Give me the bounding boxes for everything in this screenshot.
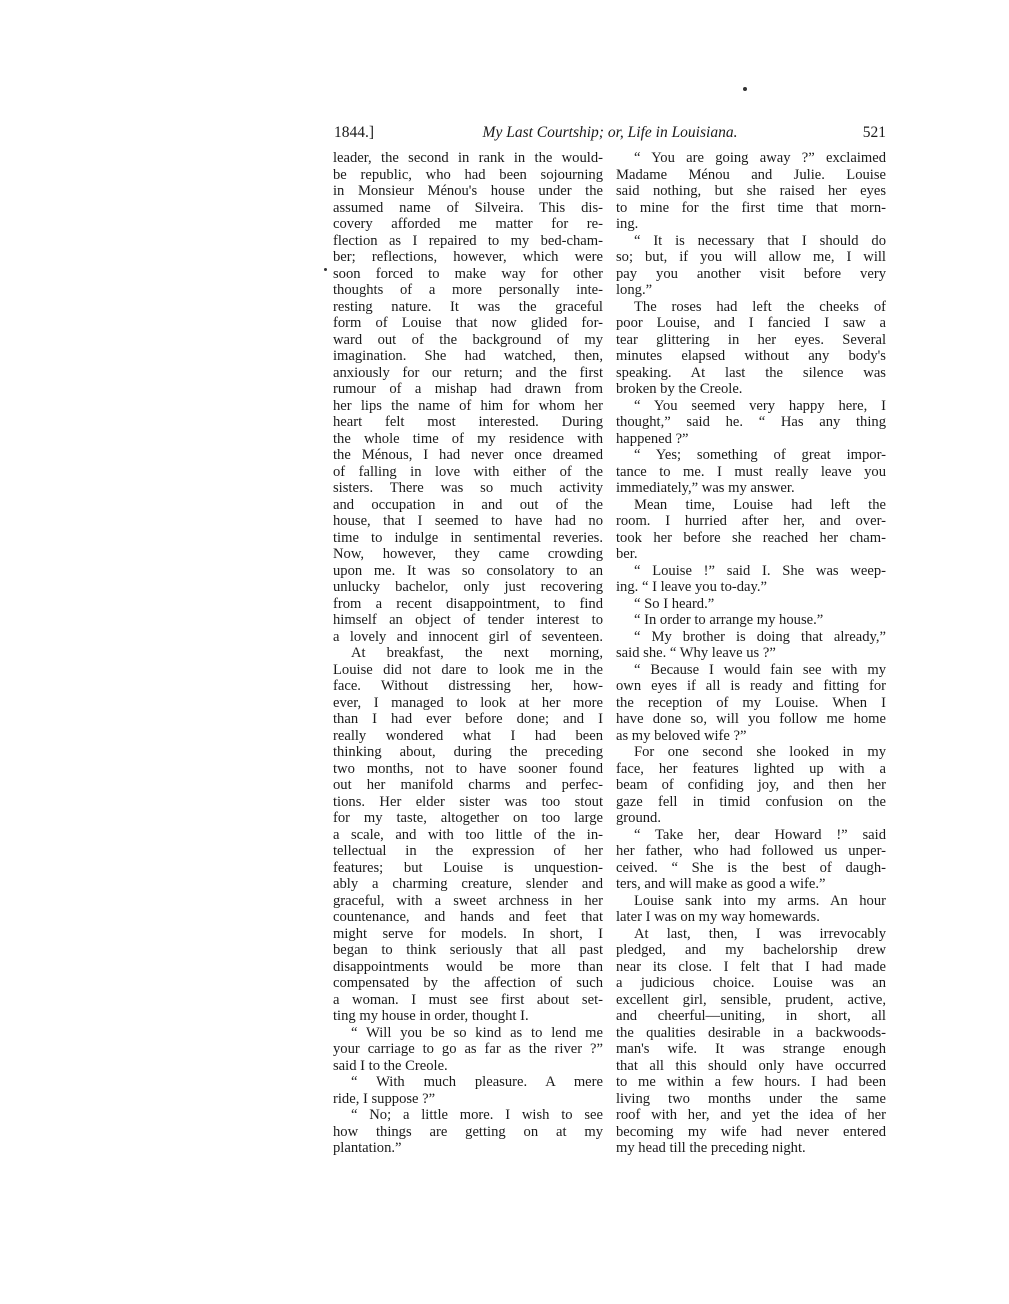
text-line: house, that I seemed to have had no — [333, 513, 603, 529]
text-line: “ Take her, dear Howard !” said — [634, 826, 886, 843]
text-line: “ It is necessary that I should do — [634, 232, 886, 249]
text-line: own eyes if all is ready and fitting for — [616, 678, 886, 694]
text-line: “ You seemed very happy here, I — [634, 397, 886, 414]
text-line: tear glittering in her eyes. Several — [616, 331, 886, 348]
text-line: tellectual in the expression of her — [333, 843, 603, 859]
text-line: her lips the name of him for whom her — [333, 397, 603, 414]
text-line: “ So I heard.” — [634, 595, 715, 612]
text-line: a woman. I must see first about set- — [333, 991, 603, 1008]
text-line: said nothing, but she raised her eyes — [616, 183, 886, 199]
text-line: tions. Her elder sister was too stout — [333, 793, 603, 810]
text-line: roof with her, and yet the idea of her — [616, 1107, 886, 1123]
text-line: began to think seriously that all past — [333, 942, 603, 958]
text-line: have done so, will you follow me home — [616, 711, 886, 727]
text-line: broken by the Creole. — [616, 381, 743, 397]
text-line: himself an object of tender interest to — [333, 612, 603, 628]
text-line: my head till the preceding night. — [616, 1140, 806, 1156]
text-line: imagination. She had watched, then, — [333, 348, 603, 364]
text-line: might serve for models. In short, I — [333, 925, 603, 942]
text-line: At last, then, I was irrevocably — [634, 925, 886, 942]
text-line: a scale, and with too little of the in- — [333, 826, 603, 843]
text-line: face, her features lighted up with a — [616, 760, 886, 777]
text-line: heart felt most interested. During — [333, 414, 603, 430]
header-title: My Last Courtship; or, Life in Louisiana. — [482, 124, 738, 141]
ink-speck — [743, 87, 747, 91]
text-line: so; but, if you will allow me, I will — [616, 249, 886, 265]
text-line: pledged, and my bachelorship drew — [616, 942, 886, 958]
text-line: that all this should only have occurred — [616, 1057, 886, 1074]
text-line: disappointments would be more than — [333, 958, 603, 975]
text-line: be republic, who had been sojourning — [333, 166, 603, 183]
text-line: “ Because I would fain see with my — [634, 661, 886, 678]
text-line: ceived. “ She is the best of daugh- — [616, 859, 886, 876]
text-line: Now, however, they came crowding — [333, 546, 603, 562]
text-line: tance to me. I must really leave you — [616, 463, 886, 480]
text-line: covery afforded me matter for re- — [333, 216, 603, 232]
text-line: anxiously for our return; and the first — [333, 364, 603, 381]
text-line: countenance, and hands and feet that — [333, 909, 603, 925]
text-line: the qualities desirable in a backwoods- — [616, 1024, 886, 1041]
text-line: in Monsieur Ménou's house under the — [333, 183, 603, 199]
text-line: her father, who had followed us unper- — [616, 843, 886, 859]
text-line: ing. “ I leave you to-day.” — [616, 579, 768, 595]
left-column — [333, 150, 603, 1157]
text-line: unlucky bachelor, only just recovering — [333, 579, 603, 595]
text-line: “ Yes; something of great impor- — [634, 447, 886, 463]
text-line: time to indulge in sentimental reveries. — [333, 529, 603, 546]
text-line: thoughts of a more personally inte- — [333, 282, 603, 298]
text-line: Madame Ménou and Julie. Louise — [616, 166, 886, 183]
text-line: leader, the second in rank in the would- — [333, 150, 603, 166]
text-line: ably a charming creature, slender and — [333, 876, 603, 892]
text-line: rumour of a mishap had drawn from — [333, 381, 603, 397]
text-line: ber; reflections, however, which were — [333, 249, 603, 265]
header-year: 1844.] — [334, 124, 375, 141]
text-line: for my taste, altogether on too large — [333, 810, 603, 826]
text-line: upon me. It was so consolatory to an — [333, 562, 603, 579]
text-line: ber. — [616, 546, 638, 562]
text-line: took her before she reached her cham- — [616, 529, 886, 546]
text-line: man's wife. It was strange enough — [616, 1041, 886, 1057]
text-line: ride, I suppose ?” — [333, 1090, 436, 1107]
text-line: a judicious choice. Louise was an — [616, 975, 886, 991]
text-line: the Ménous, I had never once dreamed — [333, 447, 603, 463]
text-line: excellent girl, sensible, prudent, active, — [616, 991, 886, 1008]
right-column — [616, 150, 886, 1157]
text-line: pay you another visit before very — [616, 265, 886, 282]
text-line: ever, I managed to look at her more — [333, 694, 603, 711]
text-line: thought,” said he. “ Has any thing — [616, 414, 886, 430]
text-line: ground. — [616, 810, 661, 826]
text-line: Mean time, Louise had left the — [634, 496, 886, 513]
text-line: your carriage to go as far as the river ?” — [333, 1041, 603, 1057]
text-line: to me within a few hours. I had been — [616, 1074, 886, 1090]
text-line: of falling in love with either of the — [333, 463, 603, 480]
text-line: to mine for the first time that morn- — [616, 199, 886, 216]
text-line: minutes elapsed without any body's — [616, 348, 886, 364]
page-number: 521 — [862, 124, 886, 141]
text-line: becoming my wife had never entered — [616, 1123, 886, 1140]
text-line: “ Louise !” said I. She was weep- — [634, 562, 886, 579]
text-line: Louise sank into my arms. An hour — [634, 892, 886, 909]
text-line: face. Without distressing her, how- — [333, 678, 603, 694]
text-line: out her manifold charms and perfec- — [333, 777, 603, 793]
text-line: ing. — [616, 216, 639, 232]
text-line: compensated by the affection of such — [333, 975, 603, 991]
text-line: happened ?” — [616, 430, 689, 447]
text-line: the reception of my Louise. When I — [616, 694, 886, 711]
ink-speck — [324, 268, 327, 271]
text-line: near its close. I felt that I had made — [616, 958, 886, 975]
text-line: beam of confiding joy, and then her — [616, 777, 886, 793]
text-line: plantation.” — [333, 1140, 402, 1156]
text-line: At breakfast, the next morning, — [351, 645, 603, 661]
text-line: said I to the Creole. — [333, 1057, 448, 1074]
text-line: said she. “ Why leave us ?” — [616, 645, 776, 661]
text-line: For one second she looked in my — [634, 744, 886, 760]
text-line: assumed name of Silveira. This dis- — [333, 199, 603, 216]
text-line: poor Louise, and I fancied I saw a — [616, 315, 886, 331]
text-line: how things are getting on at my — [333, 1123, 603, 1140]
text-line: ters, and will make as good a wife.” — [616, 876, 826, 892]
text-line: “ In order to arrange my house.” — [634, 612, 824, 628]
text-line: the whole time of my residence with — [333, 430, 603, 447]
text-line: as my beloved wife ?” — [616, 727, 747, 744]
text-line: long.” — [616, 282, 653, 298]
text-line: “ You are going away ?” exclaimed — [634, 150, 886, 166]
running-header — [334, 124, 886, 144]
text-line: two months, not to have sooner found — [333, 760, 603, 777]
text-line: a lovely and innocent girl of seventeen. — [333, 628, 603, 645]
text-line: ward out of the background of my — [333, 331, 603, 348]
text-line: ting my house in order, thought I. — [333, 1008, 529, 1024]
text-line: form of Louise that now glided for- — [333, 315, 603, 331]
text-line: than I had ever before done; and I — [333, 711, 603, 727]
text-line: flection as I repaired to my bed-cham- — [333, 232, 603, 249]
text-line: Louise did not dare to look me in the — [333, 661, 603, 678]
text-line: The roses had left the cheeks of — [634, 298, 886, 315]
text-line: resting nature. It was the graceful — [333, 298, 603, 315]
text-line: speaking. At last the silence was — [616, 364, 886, 381]
text-line: and occupation in and out of the — [333, 496, 603, 513]
text-line: soon forced to make way for other — [333, 265, 603, 282]
text-line: gaze fell in timid confusion on the — [616, 793, 886, 810]
text-line: from a recent disappointment, to find — [333, 595, 603, 612]
text-line: later I was on my way homewards. — [616, 909, 820, 925]
text-line: immediately,” was my answer. — [616, 480, 795, 496]
text-line: and cheerful—uniting, in short, all — [616, 1008, 886, 1024]
text-line: “ Will you be so kind as to lend me — [351, 1024, 603, 1041]
text-line: graceful, with a sweet archness in her — [333, 892, 603, 909]
text-line: living two months under the same — [616, 1090, 886, 1107]
text-line: thinking about, during the preceding — [333, 744, 603, 760]
text-line: “ No; a little more. I wish to see — [351, 1107, 603, 1123]
text-line: really wondered what I had been — [333, 727, 603, 744]
text-line: room. I hurried after her, and over- — [616, 513, 886, 529]
text-line: “ With much pleasure. A mere — [351, 1074, 603, 1090]
text-line: “ My brother is doing that already,” — [634, 628, 886, 645]
text-line: features; but Louise is unquestion- — [333, 859, 603, 876]
text-line: sisters. There was so much activity — [333, 480, 603, 496]
